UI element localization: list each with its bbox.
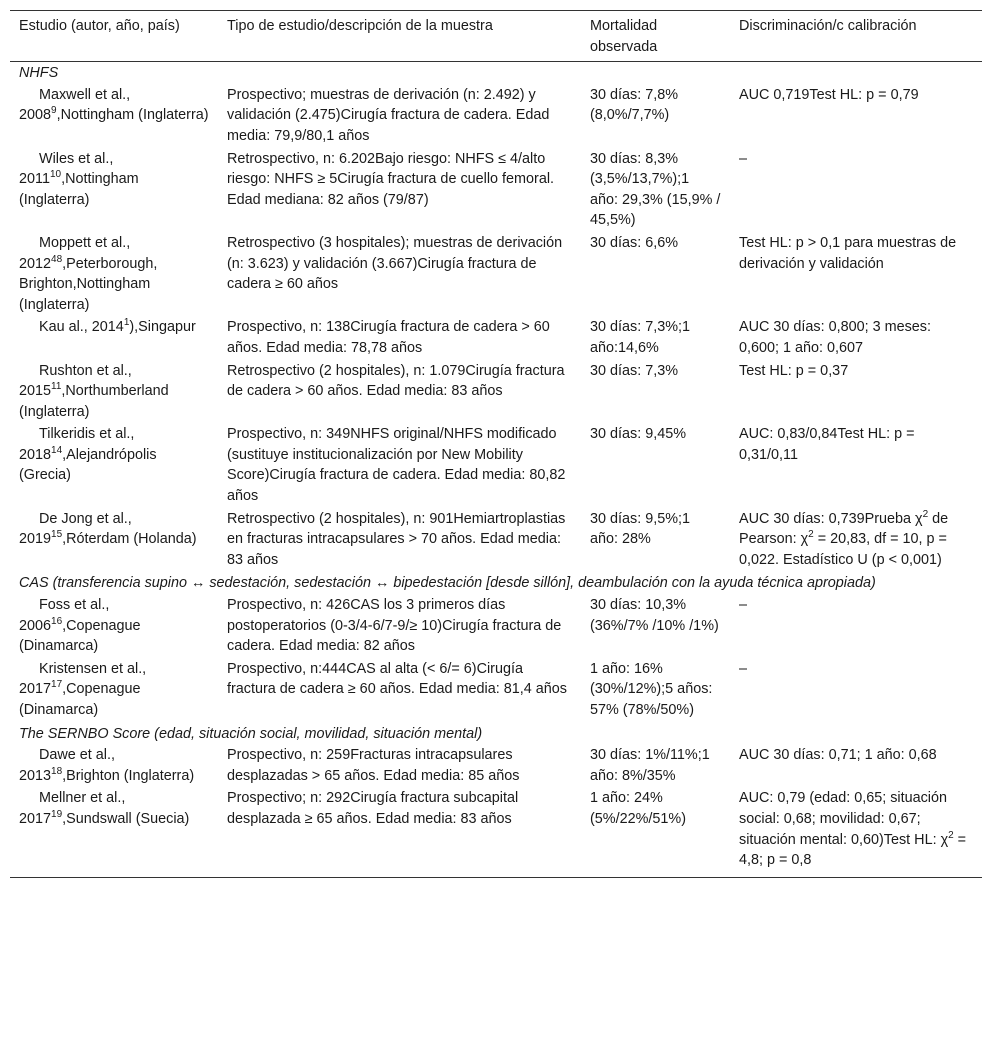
studies-table — [10, 10, 982, 878]
type-cell: Prospectivo; muestras de derivación (n: 2.492) y validación (2.475)Cirugía fractura de cadera. Edad media: 79,9/80,1 años — [227, 86, 550, 144]
table-row — [10, 509, 982, 573]
discrimination-cell: AUC 30 días: 0,71; 1 año: 0,68 — [739, 747, 937, 764]
section-title: NHFS — [19, 65, 59, 82]
mortality-cell: 1 año: 24% (5%/22%/51%) — [581, 788, 730, 877]
type-cell: Prospectivo, n: 138Cirugía fractura de cadera > 60 años. Edad media: 78,78 años — [227, 319, 550, 356]
discrimination-cell: AUC 30 días: 0,800; 3 meses: 0,600; 1 año: 0,607 — [739, 319, 931, 356]
type-cell: Retrospectivo (2 hospitales), n: 1.079Cirugía fractura de cadera > 60 años. Edad media: 83 años — [227, 362, 565, 400]
table-row — [10, 659, 982, 723]
study-cell: Kristensen et al., 2017$^{17}$,Copenague (Dinamarca) — [19, 660, 147, 718]
study-cell: Wiles et al., 2011$^{10}$,Nottingham (Inglaterra) — [19, 150, 139, 208]
table-row — [10, 233, 982, 317]
section-title: CAS (transferencia supino ↔ sedestación, sedestación ↔ bipedestación [desde sillón], deambulación con la ayuda técnica apropiada) — [19, 575, 876, 592]
header-study: Estudio (autor, año, país) — [10, 11, 218, 62]
mortality-cell: 30 días: 10,3% (36%/7% /10% /1%) — [590, 597, 719, 634]
type-cell: Prospectivo, n: 259Fracturas intracapsulares desplazadas > 65 años. Edad media: 85 años — [227, 747, 520, 784]
study-cell: Tilkeridis et al., 2018$^{14}$,Alejandrópolis (Grecia) — [19, 426, 157, 484]
type-cell: Prospectivo; n: 292Cirugía fractura subcapital desplazada ≥ 65 años. Edad media: 83 años — [218, 788, 581, 877]
discrimination-cell: AUC: 0,83/0,84Test HL: p = 0,31/0,11 — [739, 426, 915, 463]
table-row — [10, 361, 982, 425]
discrimination-cell: – — [739, 597, 748, 614]
type-cell: Retrospectivo (3 hospitales); muestras de derivación (n: 3.623) y validación (3.667)Cirugía fractura de cadera ≥ 60 años — [227, 234, 563, 293]
discrimination-cell: – — [739, 660, 748, 677]
table-row — [10, 788, 982, 877]
type-cell: Prospectivo, n: 349NHFS original/NHFS modificado (sustituye institucionalización por New Mobility Score)Cirugía fractura de cadera. Edad media: 80,82 años — [227, 426, 566, 505]
mortality-cell: 30 días: 6,6% — [590, 234, 679, 251]
study-cell: Mellner et al., 2017$^{19}$,Sundswall (Suecia) — [10, 788, 218, 877]
mortality-cell: 30 días: 1%/11%;1 año: 8%/35% — [590, 747, 710, 784]
mortality-cell: 30 días: 9,5%;1 año: 28% — [590, 510, 691, 548]
study-cell: Kau al., 2014$^1$),Singapur — [39, 317, 196, 336]
type-cell: Prospectivo, n:444CAS al alta (< 6/= 6)Cirugía fractura de cadera ≥ 60 años. Edad media: 81,4 años — [227, 660, 567, 698]
discrimination-cell: Test HL: p = 0,37 — [739, 362, 849, 379]
table-container — [10, 10, 982, 878]
header-discrimination: Discriminación/c calibración — [730, 11, 982, 62]
discrimination-cell: AUC 30 días: 0,739Prueba $\chi^2$ de Pearson: $\chi^2 = 20,83$, df = 10, p = 0,022. Estadístico U (p < 0,001) — [739, 508, 949, 568]
study-cell: Maxwell et al., 2008$^9$,Nottingham (Inglaterra) — [19, 86, 209, 124]
section-row-sernbo — [10, 723, 982, 746]
mortality-cell: 30 días: 7,3% — [590, 362, 679, 379]
type-cell: Retrospectivo (2 hospitales), n: 901Hemiartroplastias en fracturas intracapsulares > 70 años. Edad media: 83 años — [227, 510, 566, 568]
type-cell: Retrospectivo, n: 6.202Bajo riesgo: NHFS ≤ 4/alto riesgo: NHFS ≥ 5Cirugía fractura de cuello femoral. Edad mediana: 82 años (79/87) — [227, 150, 555, 208]
header-type: Tipo de estudio/descripción de la muestra — [218, 11, 581, 62]
table-row — [10, 85, 982, 149]
mortality-cell: 30 días: 7,8% (8,0%/7,7%) — [590, 86, 679, 124]
header-row — [10, 11, 982, 62]
study-cell: Rushton et al., 2015$^{11}$,Northumberland (Inglaterra) — [19, 362, 169, 420]
discrimination-cell: AUC 0,719Test HL: p = 0,79 — [739, 86, 919, 103]
type-cell: Prospectivo, n: 426CAS los 3 primeros días postoperatorios (0-3/4-6/7-9/≥ 10)Cirugía fractura de cadera. Edad media: 82 años — [227, 597, 562, 655]
discrimination-cell: AUC: 0,79 (edad: 0,65; situación social: 0,68; movilidad: 0,67; situación mental: 0,60)Test HL: $\chi^2 = 4,8$; p = 0,8 — [730, 788, 982, 877]
table-row — [10, 149, 982, 233]
section-title: The SERNBO Score (edad, situación social, movilidad, situación mental) — [19, 725, 483, 742]
section-row-cas — [10, 572, 982, 595]
mortality-cell: 30 días: 9,45% — [590, 426, 687, 443]
mortality-cell: 1 año: 16% (30%/12%);5 años: 57% (78%/50%) — [590, 660, 713, 718]
mortality-cell: 30 días: 8,3% (3,5%/13,7%);1 año: 29,3% (15,9% / 45,5%) — [590, 150, 721, 229]
discrimination-cell: – — [739, 150, 748, 167]
study-cell: Moppett et al., 2012$^{48}$,Peterborough, Brighton,Nottingham (Inglaterra) — [19, 234, 158, 313]
mortality-cell: 30 días: 7,3%;1 año:14,6% — [590, 319, 691, 356]
table-row — [10, 745, 982, 788]
table-row — [10, 595, 982, 659]
header-mortality: Mortalidad observada — [581, 11, 730, 62]
study-cell: De Jong et al., 2019$^{15}$,Róterdam (Holanda) — [19, 510, 197, 548]
study-cell: Foss et al., 2006$^{16}$,Copenague (Dinamarca) — [19, 597, 141, 655]
table-row — [10, 317, 982, 360]
table-row — [10, 424, 982, 508]
section-row-nhfs — [10, 62, 982, 85]
study-cell: Dawe et al., 2013$^{18}$,Brighton (Inglaterra) — [19, 747, 195, 784]
discrimination-cell: Test HL: p > 0,1 para muestras de derivación y validación — [739, 234, 957, 272]
